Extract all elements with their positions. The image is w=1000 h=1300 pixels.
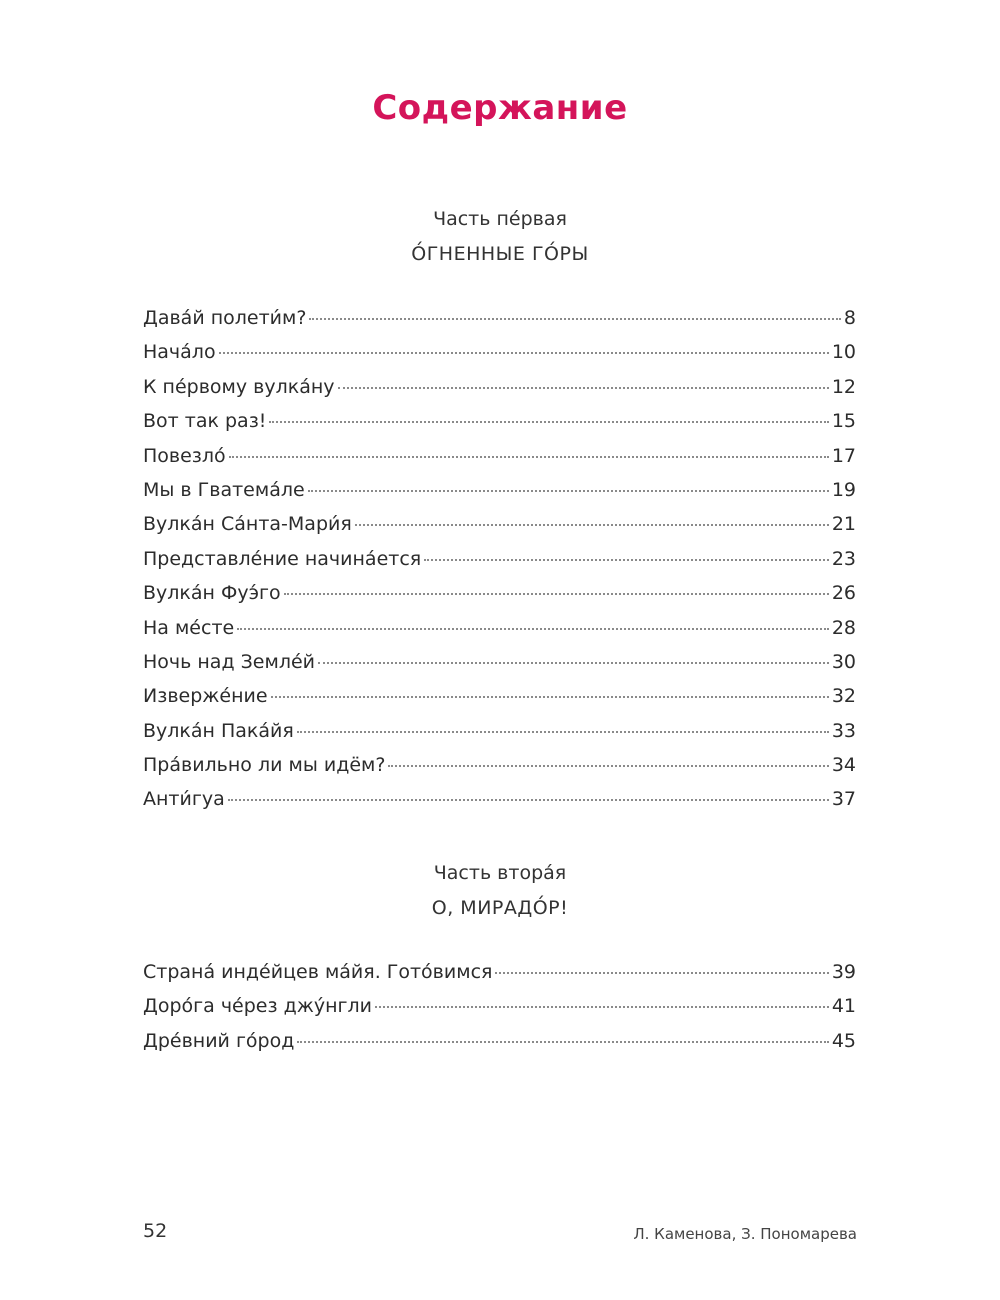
toc-entry[interactable] xyxy=(143,582,856,616)
toc-leader-dots xyxy=(318,662,829,664)
toc-entry[interactable] xyxy=(143,651,856,685)
part1-toc xyxy=(143,307,856,823)
part1-name: О́ГНЕННЫЕ ГО́РЫ xyxy=(411,243,589,265)
toc-leader-dots xyxy=(375,1006,829,1008)
toc-entry-title: Изверже́ние xyxy=(143,685,268,708)
toc-entry-page: 41 xyxy=(831,995,856,1018)
toc-entry-page: 12 xyxy=(831,375,856,398)
toc-leader-dots xyxy=(388,765,828,767)
toc-entry[interactable] xyxy=(143,685,856,719)
toc-entry[interactable] xyxy=(143,788,856,822)
toc-entry-page: 39 xyxy=(831,961,856,983)
toc-entry-page: 21 xyxy=(831,513,856,536)
toc-entry[interactable] xyxy=(143,410,856,444)
toc-entry[interactable] xyxy=(143,307,856,341)
toc-leader-dots xyxy=(269,421,828,423)
toc-entry[interactable] xyxy=(143,548,856,582)
toc-entry-page: 23 xyxy=(831,547,856,570)
page-title: Содержание xyxy=(372,88,628,128)
toc-entry-page: 33 xyxy=(831,719,856,742)
toc-entry-page: 8 xyxy=(843,307,856,329)
toc-leader-dots xyxy=(229,456,829,458)
toc-leader-dots xyxy=(228,799,829,801)
toc-entry-title: Вулка́н Са́нта-Мари́я xyxy=(143,513,352,536)
toc-entry-page: 26 xyxy=(831,582,856,605)
footer-authors: Л. Каменова, З. Пономарева xyxy=(633,1225,857,1243)
toc-leader-dots xyxy=(297,1041,828,1043)
part1-label: Часть пе́рвая xyxy=(433,208,567,230)
toc-leader-dots xyxy=(219,352,829,354)
toc-entry-page: 32 xyxy=(831,685,856,708)
toc-entry-title: Пра́вильно ли мы идём? xyxy=(143,754,386,777)
part2-name: О, МИРАДО́Р! xyxy=(431,897,569,919)
toc-entry-title: Представле́ние начина́ется xyxy=(143,547,422,570)
toc-entry-page: 30 xyxy=(831,650,856,673)
toc-entry-page: 37 xyxy=(831,788,856,811)
toc-entry[interactable] xyxy=(143,341,856,375)
toc-leader-dots xyxy=(495,972,828,974)
toc-entry-title: Страна́ инде́йцев ма́йя. Гото́вимся xyxy=(143,961,493,983)
toc-entry-page: 10 xyxy=(831,341,856,364)
toc-entry-title: Вулка́н Пака́йя xyxy=(143,719,294,742)
toc-leader-dots xyxy=(284,593,829,595)
toc-entry-title: Анти́гуа xyxy=(143,788,225,811)
toc-entry-title: Ночь над Земле́й xyxy=(143,650,316,673)
toc-leader-dots xyxy=(297,731,829,733)
toc-entry-page: 19 xyxy=(831,478,856,501)
toc-leader-dots xyxy=(271,696,829,698)
toc-entry[interactable] xyxy=(143,513,856,547)
toc-entry-title: Дре́вний го́род xyxy=(143,1029,295,1052)
toc-leader-dots xyxy=(237,628,829,630)
part2-toc xyxy=(143,961,856,1064)
toc-leader-dots xyxy=(355,524,829,526)
toc-leader-dots xyxy=(309,318,840,320)
toc-entry-title: Нача́ло xyxy=(143,341,216,364)
toc-entry-title: Вулка́н Фуэ́го xyxy=(143,582,281,605)
toc-entry-title: К пе́рвому вулка́ну xyxy=(143,375,335,398)
toc-entry-page: 34 xyxy=(831,754,856,777)
toc-entry-page: 28 xyxy=(831,616,856,639)
toc-entry[interactable] xyxy=(143,479,856,513)
toc-entry[interactable] xyxy=(143,445,856,479)
toc-entry-title: Вот так раз! xyxy=(143,410,267,433)
toc-entry-title: Мы в Гватема́ле xyxy=(143,478,305,501)
toc-entry[interactable] xyxy=(143,720,856,754)
toc-entry-page: 45 xyxy=(831,1029,856,1052)
footer-page-number: 52 xyxy=(143,1220,168,1242)
toc-entry[interactable] xyxy=(143,754,856,788)
toc-entry[interactable] xyxy=(143,995,856,1029)
toc-entry[interactable] xyxy=(143,376,856,410)
toc-entry-title: Доро́га че́рез джу́нгли xyxy=(143,995,373,1018)
toc-entry-title: На ме́сте xyxy=(143,616,235,639)
toc-leader-dots xyxy=(308,490,829,492)
toc-entry[interactable] xyxy=(143,1030,856,1064)
toc-entry-page: 17 xyxy=(831,444,856,467)
toc-leader-dots xyxy=(338,387,829,389)
part2-label: Часть втора́я xyxy=(433,862,567,884)
toc-entry[interactable] xyxy=(143,961,856,995)
toc-entry-page: 15 xyxy=(831,410,856,433)
toc-leader-dots xyxy=(424,559,829,561)
toc-entry-title: Дава́й полети́м? xyxy=(143,307,307,329)
toc-entry-title: Повезло́ xyxy=(143,444,226,467)
toc-entry[interactable] xyxy=(143,617,856,651)
